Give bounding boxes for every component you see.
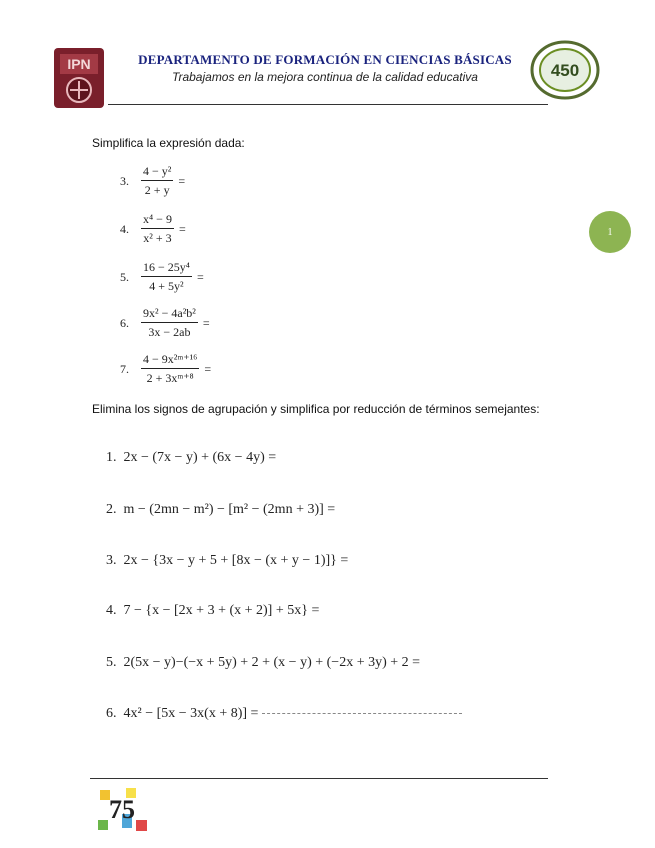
denominator: x² + 3 <box>143 231 172 245</box>
fraction-problem <box>120 260 204 294</box>
equals-sign: = <box>196 269 204 284</box>
problem-number: 7. <box>120 361 129 376</box>
fraction-problem <box>120 352 211 386</box>
numerator: 4 − 9x²ᵐ⁺¹⁶ <box>141 352 199 369</box>
page-number-badge: 1 <box>589 211 631 253</box>
fraction-problem <box>120 306 210 340</box>
equals-sign: = <box>202 315 210 330</box>
problem-number: 5. <box>106 655 117 670</box>
grouping-problem <box>106 553 348 569</box>
problem-number: 4. <box>106 603 117 618</box>
problem-number: 5. <box>120 269 129 284</box>
fraction-problem <box>120 164 185 198</box>
numerator: x⁴ − 9 <box>141 212 174 229</box>
grouping-problem <box>106 706 462 722</box>
header-divider <box>108 104 548 105</box>
grouping-problem <box>106 655 420 671</box>
seal-text: 450 <box>550 61 580 80</box>
department-title: DEPARTAMENTO DE FORMACIÓN EN CIENCIAS BÁSICAS <box>138 52 512 67</box>
expression: 2x − (7x − y) + (6x − 4y) = <box>123 450 277 465</box>
ipn-logo-icon <box>52 46 106 110</box>
footer-logo-text: 75 <box>109 795 135 824</box>
answer-line <box>262 713 462 714</box>
grouping-problem <box>106 603 319 619</box>
problem-number: 2. <box>106 502 117 517</box>
problem-number: 1. <box>106 450 117 465</box>
department-tagline: Trabajamos en la mejora continua de la calidad educativa <box>172 70 478 84</box>
numerator: 16 − 25y⁴ <box>141 260 192 277</box>
denominator: 2 + 3xᵐ⁺⁸ <box>146 371 194 385</box>
denominator: 4 + 5y² <box>149 279 184 293</box>
denominator: 2 + y <box>144 183 170 197</box>
expression: 7 − {x − [2x + 3 + (x + 2)] + 5x} = <box>123 603 320 618</box>
numerator: 4 − y² <box>141 164 173 181</box>
section1-instruction: Simplifica la expresión dada: <box>92 136 245 150</box>
problem-number: 4. <box>120 221 129 236</box>
anniversary-75-logo-icon <box>96 786 154 836</box>
expression: 4x² − [5x − 3x(x + 8)] = <box>123 706 259 721</box>
equals-sign: = <box>178 221 186 236</box>
section2-instruction: Elimina los signos de agrupación y simplifica por reducción de términos semejantes: <box>92 402 540 416</box>
problem-number: 3. <box>120 173 129 188</box>
footer-divider <box>90 778 548 779</box>
denominator: 3x − 2ab <box>148 325 191 339</box>
ipn-logo-text: IPN <box>67 56 91 72</box>
grouping-problem <box>106 502 335 518</box>
equals-sign: = <box>204 361 212 376</box>
anniversary-seal-icon <box>530 40 600 100</box>
expression: 2x − {3x − y + 5 + [8x − (x + y − 1)]} = <box>123 553 349 568</box>
expression: 2(5x − y)−(−x + 5y) + 2 + (x − y) + (−2x + 3y) + 2 = <box>123 655 421 670</box>
expression: m − (2mn − m²) − [m² − (2mn + 3)] = <box>123 502 336 517</box>
equals-sign: = <box>178 173 186 188</box>
grouping-problem <box>106 450 276 466</box>
problem-number: 6. <box>106 706 117 721</box>
problem-number: 3. <box>106 553 117 568</box>
problem-number: 6. <box>120 315 129 330</box>
fraction-problem <box>120 212 186 246</box>
numerator: 9x² − 4a²b² <box>141 306 198 323</box>
